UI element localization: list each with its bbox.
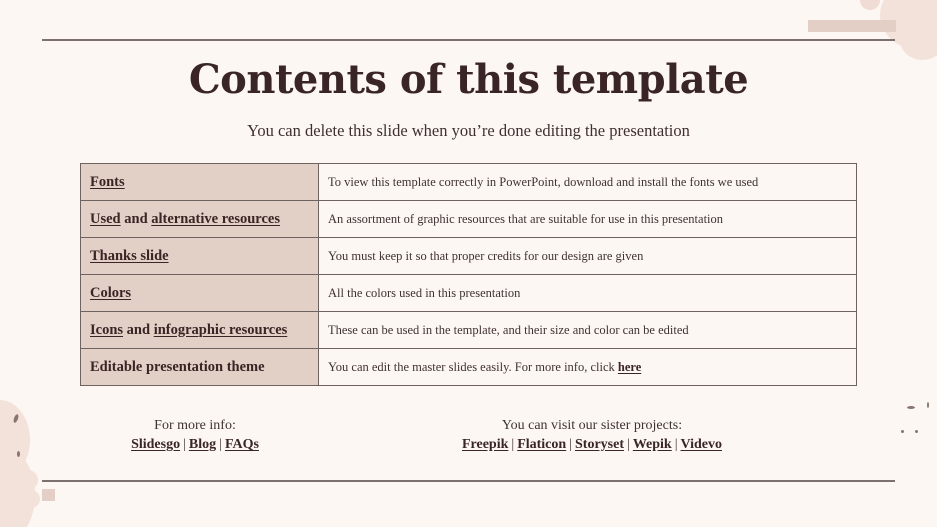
- row-value-cell: [319, 349, 857, 386]
- footer-link-freepik[interactable]: Freepik: [461, 437, 509, 452]
- row-key-text: and: [120, 210, 152, 227]
- footer-sister-projects-links: [442, 435, 742, 454]
- footer-more-info-links: [95, 435, 295, 454]
- row-key-link[interactable]: Colors: [90, 284, 132, 301]
- row-key-link[interactable]: Fonts: [90, 173, 125, 190]
- row-value-cell: [319, 238, 857, 275]
- footer-link-storyset[interactable]: Storyset: [575, 437, 624, 452]
- footer-link-wepik[interactable]: Wepik: [632, 437, 672, 452]
- row-key-link[interactable]: Thanks slide: [90, 247, 169, 264]
- table-row: [81, 164, 857, 201]
- decor-rectangle: [808, 20, 896, 32]
- decor-speck: [907, 406, 915, 409]
- contents-table: [80, 163, 857, 386]
- decor-speck: [901, 430, 904, 433]
- link-separator: |: [511, 437, 515, 452]
- slide-title: Contents of this template: [188, 56, 749, 103]
- decor-speck: [927, 402, 929, 408]
- footer-link-faqs[interactable]: FAQs: [224, 437, 259, 452]
- row-value-text: You can edit the master slides easily. For more info, click: [328, 359, 618, 374]
- link-separator: |: [569, 437, 572, 452]
- footer-link-slidesgo[interactable]: Slidesgo: [131, 437, 181, 452]
- row-key-text: and: [123, 321, 154, 338]
- top-divider: [42, 39, 895, 41]
- row-key-cell: [81, 164, 319, 201]
- table-row: [81, 275, 857, 312]
- decor-speck: [915, 430, 918, 433]
- table-row: [81, 201, 857, 238]
- row-value-cell: [319, 275, 857, 312]
- row-value-text: An assortment of graphic resources that are suitable for use in this presentation: [328, 211, 724, 226]
- footer-link-videvo[interactable]: Videvo: [680, 437, 723, 452]
- row-key-cell: [81, 312, 319, 349]
- footer-sister-projects-label: You can visit our sister projects:: [501, 418, 683, 433]
- row-key-link[interactable]: Used: [90, 210, 121, 227]
- footer-link-flaticon[interactable]: Flaticon: [517, 437, 567, 452]
- row-key-link[interactable]: infographic resources: [153, 321, 288, 338]
- decor-speck: [17, 451, 20, 457]
- table-row: [81, 238, 857, 275]
- row-value-text: All the colors used in this presentation: [328, 285, 521, 300]
- row-value-text: You must keep it so that proper credits for our design are given: [328, 248, 644, 263]
- footer-more-info-label: For more info:: [154, 418, 236, 433]
- row-value-cell: [319, 164, 857, 201]
- footer-link-blog[interactable]: Blog: [188, 437, 217, 452]
- row-key-text: Editable presentation theme: [90, 358, 265, 375]
- row-key-link[interactable]: Icons: [90, 321, 124, 338]
- decor-square: [42, 489, 55, 501]
- link-separator: |: [674, 437, 678, 452]
- row-key-cell: [81, 349, 319, 386]
- bottom-divider: [42, 480, 895, 482]
- decor-blob: [860, 0, 880, 10]
- footer-sister-projects: [442, 416, 742, 454]
- decor-blob: [18, 470, 38, 490]
- decor-blob: [900, 20, 937, 60]
- table-row: [81, 312, 857, 349]
- row-value-text: To view this template correctly in PowerPoint, download and install the fonts we used: [328, 174, 759, 189]
- table-row: [81, 349, 857, 386]
- row-key-cell: [81, 275, 319, 312]
- link-separator: |: [219, 437, 222, 452]
- row-value-text: These can be used in the template, and their size and color can be edited: [328, 322, 689, 337]
- row-value-cell: [319, 312, 857, 349]
- here-link[interactable]: here: [617, 359, 642, 374]
- slide-subtitle: You can delete this slide when you’re done editing the presentation: [247, 121, 690, 140]
- row-value-cell: [319, 201, 857, 238]
- decor-blob: [22, 490, 40, 508]
- link-separator: |: [627, 437, 630, 452]
- footer-more-info: [95, 416, 295, 454]
- link-separator: |: [183, 437, 186, 452]
- row-key-cell: [81, 238, 319, 275]
- row-key-link[interactable]: alternative resources: [151, 210, 280, 227]
- row-key-cell: [81, 201, 319, 238]
